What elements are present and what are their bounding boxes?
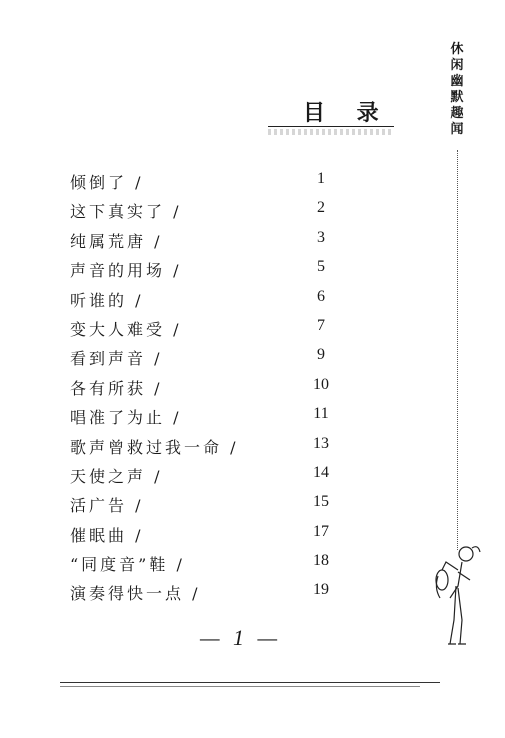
toc-entry-page: 9 xyxy=(317,346,325,364)
toc-entry xyxy=(70,374,370,403)
figure-illustration xyxy=(428,540,488,650)
toc-entry xyxy=(70,462,370,491)
toc-entry xyxy=(70,433,370,462)
toc-entry xyxy=(70,344,370,373)
title-sub-rule xyxy=(268,129,394,135)
toc-entry-title: 这下真实了 / xyxy=(70,202,182,222)
toc-entry-page: 17 xyxy=(313,522,329,540)
toc-entry-page: 14 xyxy=(313,463,329,481)
toc-entry-title: 变大人难受 / xyxy=(70,319,182,339)
title-underline xyxy=(268,126,394,127)
toc-entry-title: “同度音”鞋 / xyxy=(70,555,185,575)
toc-entry xyxy=(70,168,370,197)
toc-entry-page: 15 xyxy=(313,493,329,511)
toc-entry xyxy=(70,403,370,432)
toc-entry xyxy=(70,197,370,226)
toc-entry xyxy=(70,521,370,550)
toc-entry-page: 11 xyxy=(313,405,329,423)
toc-entry xyxy=(70,286,370,315)
toc-entry xyxy=(70,579,370,608)
toc-entry-page: 18 xyxy=(313,552,329,570)
toc-entry-title: 声音的用场 / xyxy=(70,261,182,281)
toc-entry xyxy=(70,315,370,344)
toc-entry-page: 1 xyxy=(317,170,325,187)
table-of-contents xyxy=(70,168,370,609)
toc-entry-page: 5 xyxy=(317,258,325,276)
toc-entry-page: 7 xyxy=(317,316,325,334)
toc-entry xyxy=(70,227,370,256)
bottom-rule-faint xyxy=(60,686,420,687)
toc-entry-page: 10 xyxy=(313,375,329,393)
toc-entry-title: 演奏得快一点 / xyxy=(70,584,201,604)
toc-entry xyxy=(70,491,370,520)
toc-entry-page: 6 xyxy=(317,287,325,305)
bottom-rule xyxy=(60,682,440,683)
toc-entry-title: 催眠曲 / xyxy=(70,525,144,545)
toc-entry-page: 2 xyxy=(317,199,325,217)
toc-entry-page: 13 xyxy=(313,434,329,452)
toc-entry-title: 唱准了为止 / xyxy=(70,408,182,428)
toc-entry-title: 听谁的 / xyxy=(70,290,144,310)
toc-entry xyxy=(70,550,370,579)
toc-entry-title: 活广告 / xyxy=(70,496,144,516)
page-number: — 1 — xyxy=(200,625,282,650)
toc-entry-title: 看到声音 / xyxy=(70,349,163,369)
toc-entry-title: 歌声曾救过我一命 / xyxy=(70,437,239,457)
side-dotted-line xyxy=(457,150,458,550)
toc-entry-page: 19 xyxy=(313,581,329,599)
toc-entry-page: 3 xyxy=(317,228,325,246)
toc-entry-title: 倾倒了 / xyxy=(70,173,144,192)
page-title: 目 录 xyxy=(303,101,391,126)
toc-entry-title: 天使之声 / xyxy=(70,466,163,486)
side-running-title: 休闲幽默趣闻 xyxy=(450,42,464,137)
toc-entry-title: 各有所获 / xyxy=(70,378,163,398)
toc-entry-title: 纯属荒唐 / xyxy=(70,231,163,251)
toc-entry xyxy=(70,256,370,285)
